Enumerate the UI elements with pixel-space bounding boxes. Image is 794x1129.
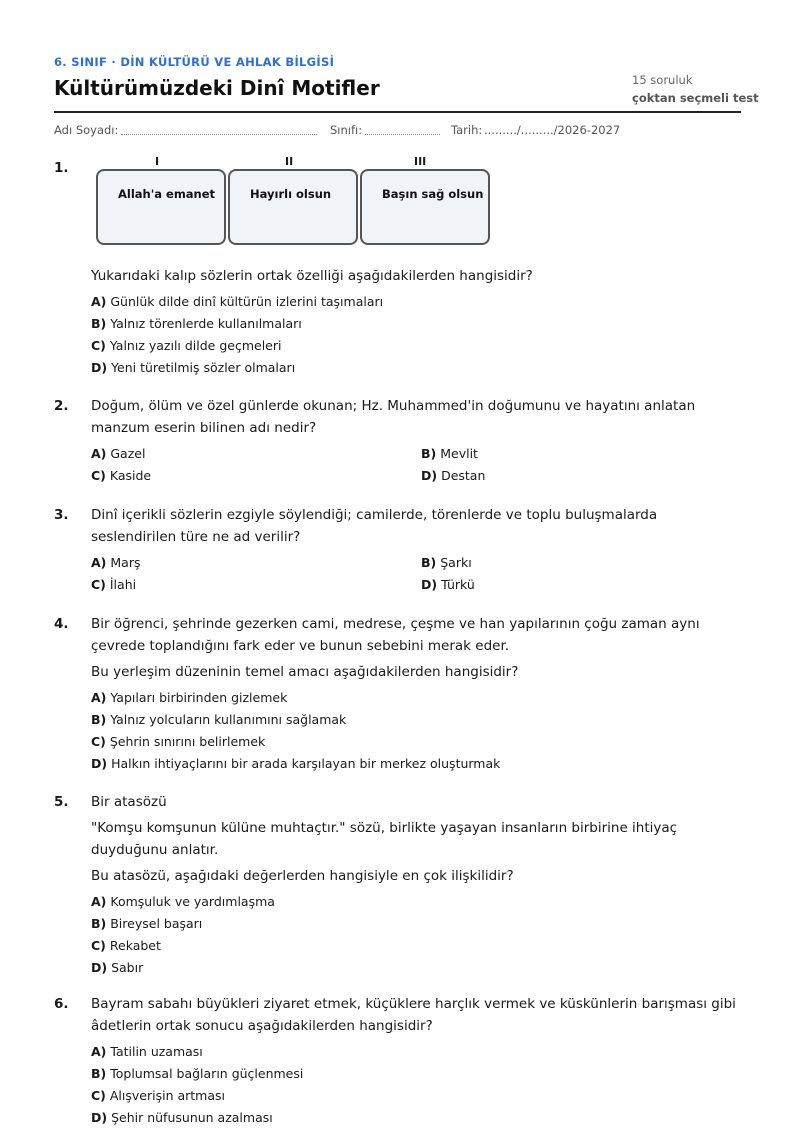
question-count: 15 soruluk	[632, 73, 693, 87]
question-body	[91, 504, 741, 596]
question-number: 5.	[54, 794, 69, 810]
option-d[interactable]	[421, 574, 741, 596]
option-letter: C)	[91, 1088, 106, 1103]
phrase-card-text: Başın sağ olsun	[382, 187, 484, 201]
page-title: Kültürümüzdeki Dinî Motifler	[54, 76, 380, 100]
option-text: Sabır	[111, 960, 144, 975]
question-stem: Bir öğrenci, şehrinde gezerken cami, medrese, çeşme ve han yapılarının çoğu zaman aynı çevrede toplandığını fark eder ve bunun sebebini merak eder.	[91, 616, 700, 654]
options-grid	[91, 443, 741, 487]
option-text: Bireysel başarı	[110, 916, 203, 931]
test-type: çoktan seçmeli test	[632, 91, 759, 105]
question-number: 4.	[54, 616, 69, 632]
option-letter: C)	[91, 577, 106, 592]
option-letter: B)	[91, 1066, 107, 1081]
option-c[interactable]	[91, 935, 741, 957]
option-text: Yalnız yazılı dilde geçmeleri	[109, 338, 282, 353]
option-text: İlahi	[109, 577, 137, 592]
option-a[interactable]	[91, 891, 741, 913]
phrase-card	[96, 169, 226, 245]
class-field[interactable]	[365, 134, 440, 135]
option-c[interactable]	[91, 574, 421, 596]
option-letter: D)	[421, 468, 438, 483]
option-text: Toplumsal bağların güçlenmesi	[110, 1066, 304, 1081]
option-letter: C)	[91, 468, 106, 483]
card-roman-2: II	[285, 155, 294, 168]
option-text: Tatilin uzaması	[110, 1044, 203, 1059]
option-letter: C)	[91, 938, 106, 953]
question-stem: Yukarıdaki kalıp sözlerin ortak özelliği aşağıdakilerden hangisidir?	[91, 268, 533, 284]
question-stem: Bir atasözü	[91, 794, 167, 810]
question-number: 3.	[54, 507, 69, 523]
option-letter: B)	[421, 555, 437, 570]
option-text: Şehrin sınırını belirlemek	[109, 734, 266, 749]
option-text: Gazel	[110, 446, 146, 461]
option-a[interactable]	[91, 443, 421, 465]
option-letter: A)	[91, 1044, 107, 1059]
option-letter: D)	[91, 756, 108, 771]
option-text: Destan	[441, 468, 486, 483]
option-letter: B)	[91, 712, 107, 727]
question-stem: Bayram sabahı büyükleri ziyaret etmek, küçüklere harçlık vermek ve küskünlerin barışması gibi âdetlerin ortak sonucu aşağıdakilerden hangisidir?	[91, 996, 736, 1034]
option-d[interactable]	[91, 357, 741, 379]
option-letter: A)	[91, 894, 107, 909]
question-body	[91, 613, 741, 775]
option-letter: A)	[91, 446, 107, 461]
question-stem: Dinî içerikli sözlerin ezgiyle söylendiği; camilerde, törenlerde ve toplu buluşmalarda seslendirilen türe ne ad verilir?	[91, 507, 658, 545]
option-letter: A)	[91, 690, 107, 705]
question-number: 1.	[54, 160, 69, 176]
option-a[interactable]	[91, 1041, 741, 1063]
proverb-quote: "Komşu komşunun külüne muhtaçtır." sözü, birlikte yaşayan insanların birbirine ihtiyaç duyduğunu anlatır.	[91, 820, 678, 858]
option-b[interactable]	[91, 1063, 741, 1085]
option-letter: C)	[91, 338, 106, 353]
option-text: Yapıları birbirinden gizlemek	[110, 690, 288, 705]
question-number: 6.	[54, 996, 69, 1012]
phrase-cards	[91, 157, 511, 257]
option-a[interactable]	[91, 552, 421, 574]
option-d[interactable]	[91, 1107, 741, 1129]
option-letter: A)	[91, 294, 107, 309]
header-divider	[54, 111, 741, 113]
option-c[interactable]	[91, 465, 421, 487]
question-prompt: Bu atasözü, aşağıdaki değerlerden hangisiyle en çok ilişkilidir?	[91, 868, 514, 884]
option-c[interactable]	[91, 1085, 741, 1107]
option-a[interactable]	[91, 291, 741, 313]
date-label: Tarih:	[451, 123, 483, 137]
options-grid	[91, 552, 741, 596]
option-letter: B)	[91, 916, 107, 931]
option-text: Komşuluk ve yardımlaşma	[110, 894, 275, 909]
test-meta	[632, 71, 759, 107]
date-field[interactable]: ........./........./2026-2027	[484, 123, 621, 137]
phrase-card-text: Allah'a emanet	[118, 187, 216, 201]
option-text: Halkın ihtiyaçlarını bir arada karşılayan bir merkez oluşturmak	[111, 756, 501, 771]
card-roman-1: I	[155, 155, 160, 168]
option-a[interactable]	[91, 687, 741, 709]
option-text: Günlük dilde dinî kültürün izlerini taşımaları	[110, 294, 384, 309]
option-b[interactable]	[91, 913, 741, 935]
option-b[interactable]	[421, 443, 741, 465]
option-text: Türkü	[441, 577, 475, 592]
course-kicker: 6. SINIF · DİN KÜLTÜRÜ VE AHLAK BİLGİSİ	[54, 55, 335, 69]
question-prompt: Bu yerleşim düzeninin temel amacı aşağıdakilerden hangisidir?	[91, 664, 519, 680]
option-b[interactable]	[91, 709, 741, 731]
class-label: Sınıfı:	[330, 123, 363, 137]
question-body	[91, 993, 741, 1129]
option-b[interactable]	[91, 313, 741, 335]
option-d[interactable]	[421, 465, 741, 487]
option-letter: D)	[91, 960, 108, 975]
option-letter: C)	[91, 734, 106, 749]
option-text: Marş	[110, 555, 141, 570]
option-text: Kaside	[109, 468, 152, 483]
option-letter: B)	[421, 446, 437, 461]
option-letter: D)	[421, 577, 438, 592]
option-text: Rekabet	[109, 938, 161, 953]
option-text: Şehir nüfusunun azalması	[111, 1110, 273, 1125]
options-list	[91, 1041, 741, 1129]
option-c[interactable]	[91, 731, 741, 753]
option-letter: A)	[91, 555, 107, 570]
option-letter: D)	[91, 1110, 108, 1125]
name-label: Adı Soyadı:	[54, 123, 119, 137]
option-letter: D)	[91, 360, 108, 375]
option-text: Yalnız yolcuların kullanımını sağlamak	[110, 712, 347, 727]
student-info-row	[54, 123, 741, 141]
option-c[interactable]	[91, 335, 741, 357]
phrase-card	[228, 169, 358, 245]
option-d[interactable]	[91, 957, 741, 979]
option-b[interactable]	[421, 552, 741, 574]
option-text: Yalnız törenlerde kullanılmaları	[110, 316, 302, 331]
options-list	[91, 891, 741, 979]
options-list	[91, 291, 741, 379]
question-body	[91, 395, 741, 487]
option-d[interactable]	[91, 753, 741, 775]
option-text: Mevlit	[440, 446, 478, 461]
option-letter: B)	[91, 316, 107, 331]
question-body	[91, 791, 741, 979]
phrase-card-text: Hayırlı olsun	[250, 187, 332, 201]
options-list	[91, 687, 741, 775]
phrase-card	[360, 169, 490, 245]
option-text: Şarkı	[440, 555, 472, 570]
question-body	[91, 157, 741, 379]
option-text: Alışverişin artması	[109, 1088, 225, 1103]
option-text: Yeni türetilmiş sözler olmaları	[111, 360, 296, 375]
name-field[interactable]	[121, 134, 317, 135]
card-roman-3: III	[414, 155, 427, 168]
question-number: 2.	[54, 398, 69, 414]
question-stem: Doğum, ölüm ve özel günlerde okunan; Hz. Muhammed'in doğumunu ve hayatını anlatan manzum eserin bilinen adı nedir?	[91, 398, 696, 436]
